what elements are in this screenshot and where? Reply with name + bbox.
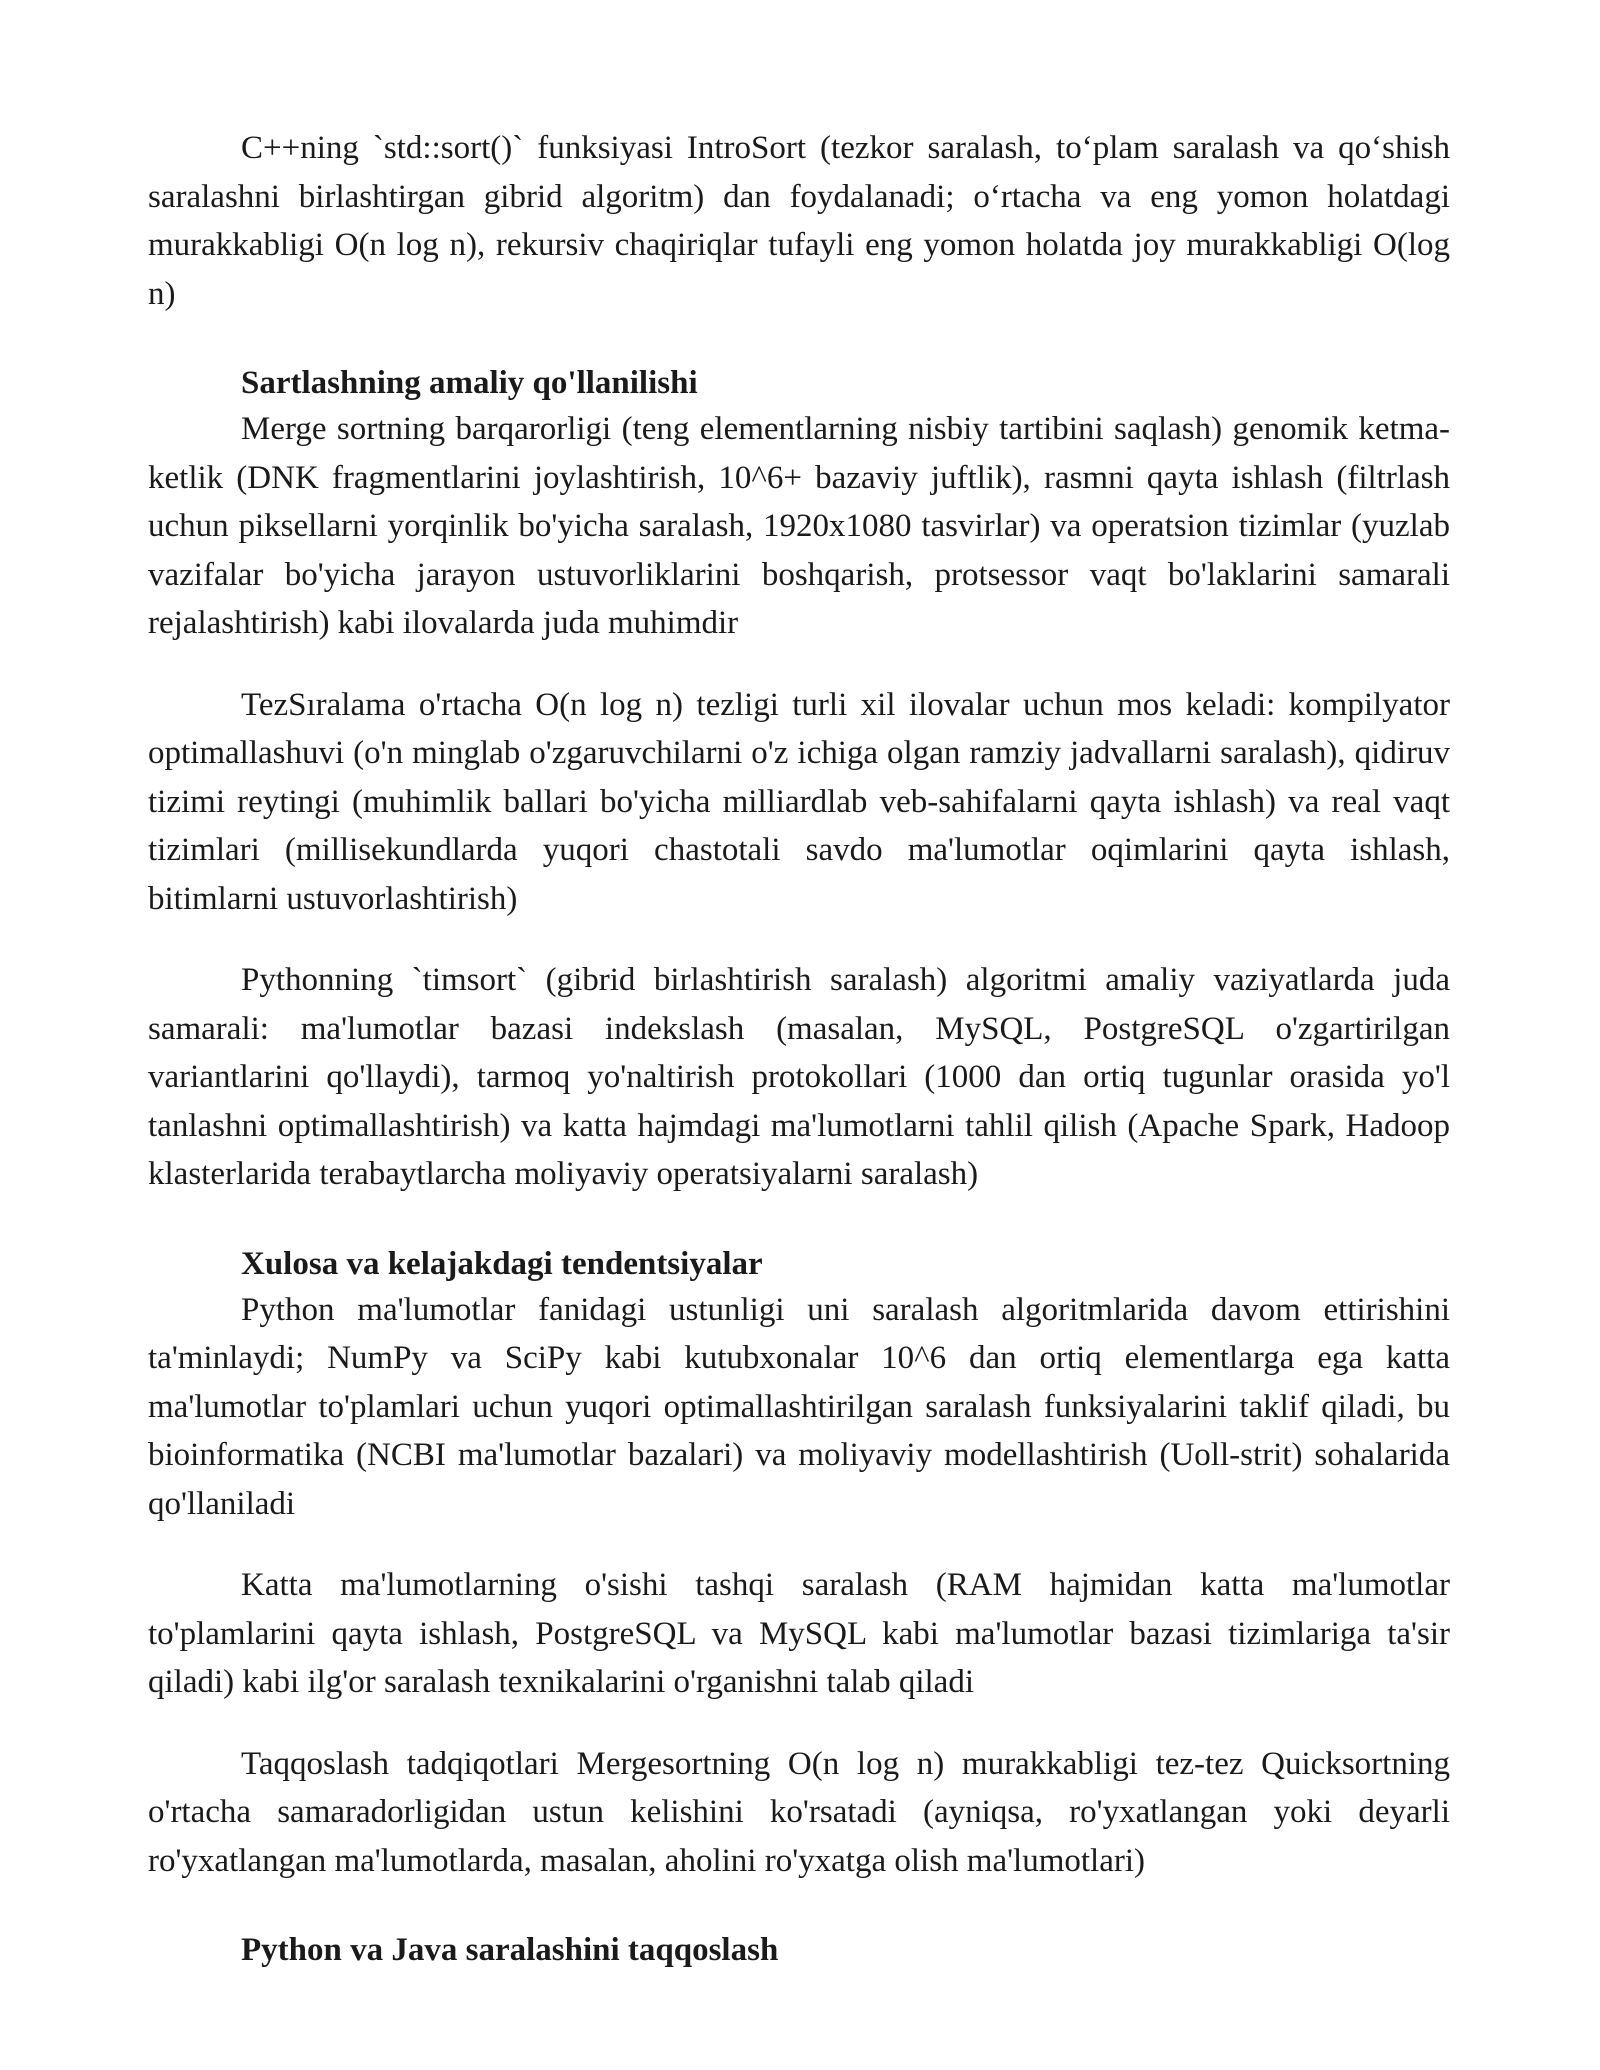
paragraph-merge-sort: Merge sortning barqarorligi (teng elementlarning nisbiy tartibini saqlash) genomik ketma-ketlik (DNK fragmentlarini joylashtirish, 10^6+ bazaviy juftlik), rasmni qayta ishlash (filtrlash uchun piksellarni yorqinlik bo'yicha saralash, 1920x1080 tasvirlar) va operatsion tizimlar (yuzlab vazifalar bo'yicha jarayon ustuvorliklarini boshqarish, protsessor vaqt bo'laklarini samarali rejalashtirish) kabi ilovalarda juda muhimdir <box>148 411 1450 641</box>
paragraph-introsort: C++ning `std::sort()` funksiyasi IntroSort (tezkor saralash, to‘plam saralash va qo‘shish saralashni birlashtirgan gibrid algoritm) dan foydalanadi; o‘rtacha va eng yomon holatdagi murakkabligi O(n log n), rekursiv chaqiriqlar tufayli eng yomon holatda joy murakkabligi O(log n) <box>148 130 1450 312</box>
section-heading-practical-applications: Sartlashning amaliy qo'llanilishi <box>241 365 698 401</box>
paragraph-python-data-science: Python ma'lumotlar fanidagi ustunligi uni saralash algoritmlarida davom ettirishini ta'minlaydi; NumPy va SciPy kabi kutubxonalar 10^6 dan ortiq elementlarga ega katta ma'lumotlar to'plamlari uchun yuqori optimallashtirilgan saralash funksiyalarini taklif qiladi, bu bioinformatika (NCBI ma'lumotlar bazalari) va moliyaviy modellashtirish (Uoll-strit) sohalarida qo'llaniladi <box>148 1291 1450 1522</box>
paragraph-quicksort: TezSıralama o'rtacha O(n log n) tezligi turli xil ilovalar uchun mos keladi: kompilyator optimallashuvi (o'n minglab o'zgaruvchilarni o'z ichiga olgan ramziy jadvallarni saralash), qidiruv tizimi reytingi (muhimlik ballari bo'yicha milliardlab veb-sahifalarni qayta ishlash) va real vaqt tizimlari (millisekundlarda yuqori chastotali savdo ma'lumotlar oqimlarini qayta ishlash, bitimlarni ustuvorlashtirish) <box>148 686 1450 917</box>
section-heading-conclusion: Xulosa va kelajakdagi tendentsiyalar <box>241 1245 763 1282</box>
section-heading-python-vs-java: Python va Java saralashini taqqoslash <box>241 1932 779 1968</box>
paragraph-timsort: Pythonning `timsort` (gibrid birlashtirish saralash) algoritmi amaliy vaziyatlarda juda samarali: ma'lumotlar bazasi indekslash (masalan, MySQL, PostgreSQL o'zgartirilgan variantlarini qo'llaydi), tarmoq yo'naltirish protokollari (1000 dan ortiq tugunlar orasida yo'l tanlashni optimallashtirish) va katta hajmdagi ma'lumotlarni tahlil qilish (Apache Spark, Hadoop klasterlarida terabaytlarcha moliyaviy operatsiyalarni saralash) <box>148 962 1450 1192</box>
paragraph-external-sort: Katta ma'lumotlarning o'sishi tashqi saralash (RAM hajmidan katta ma'lumotlar to'plamlarini qayta ishlash, PostgreSQL va MySQL kabi ma'lumotlar bazasi tizimlariga ta'sir qiladi) kabi ilg'or saralash texnikalarini o'rganishni talab qiladi <box>148 1567 1450 1700</box>
document-page <box>148 124 1450 1972</box>
paragraph-comparison-research: Taqqoslash tadqiqotlari Mergesortning O(n log n) murakkabligi tez-tez Quicksortning o'rtacha samaradorligidan ustun kelishini ko'rsatadi (ayniqsa, ro'yxatlangan yoki deyarli ro'yxatlangan ma'lumotlarda, masalan, aholini ro'yxatga olish ma'lumotlari) <box>148 1745 1450 1879</box>
